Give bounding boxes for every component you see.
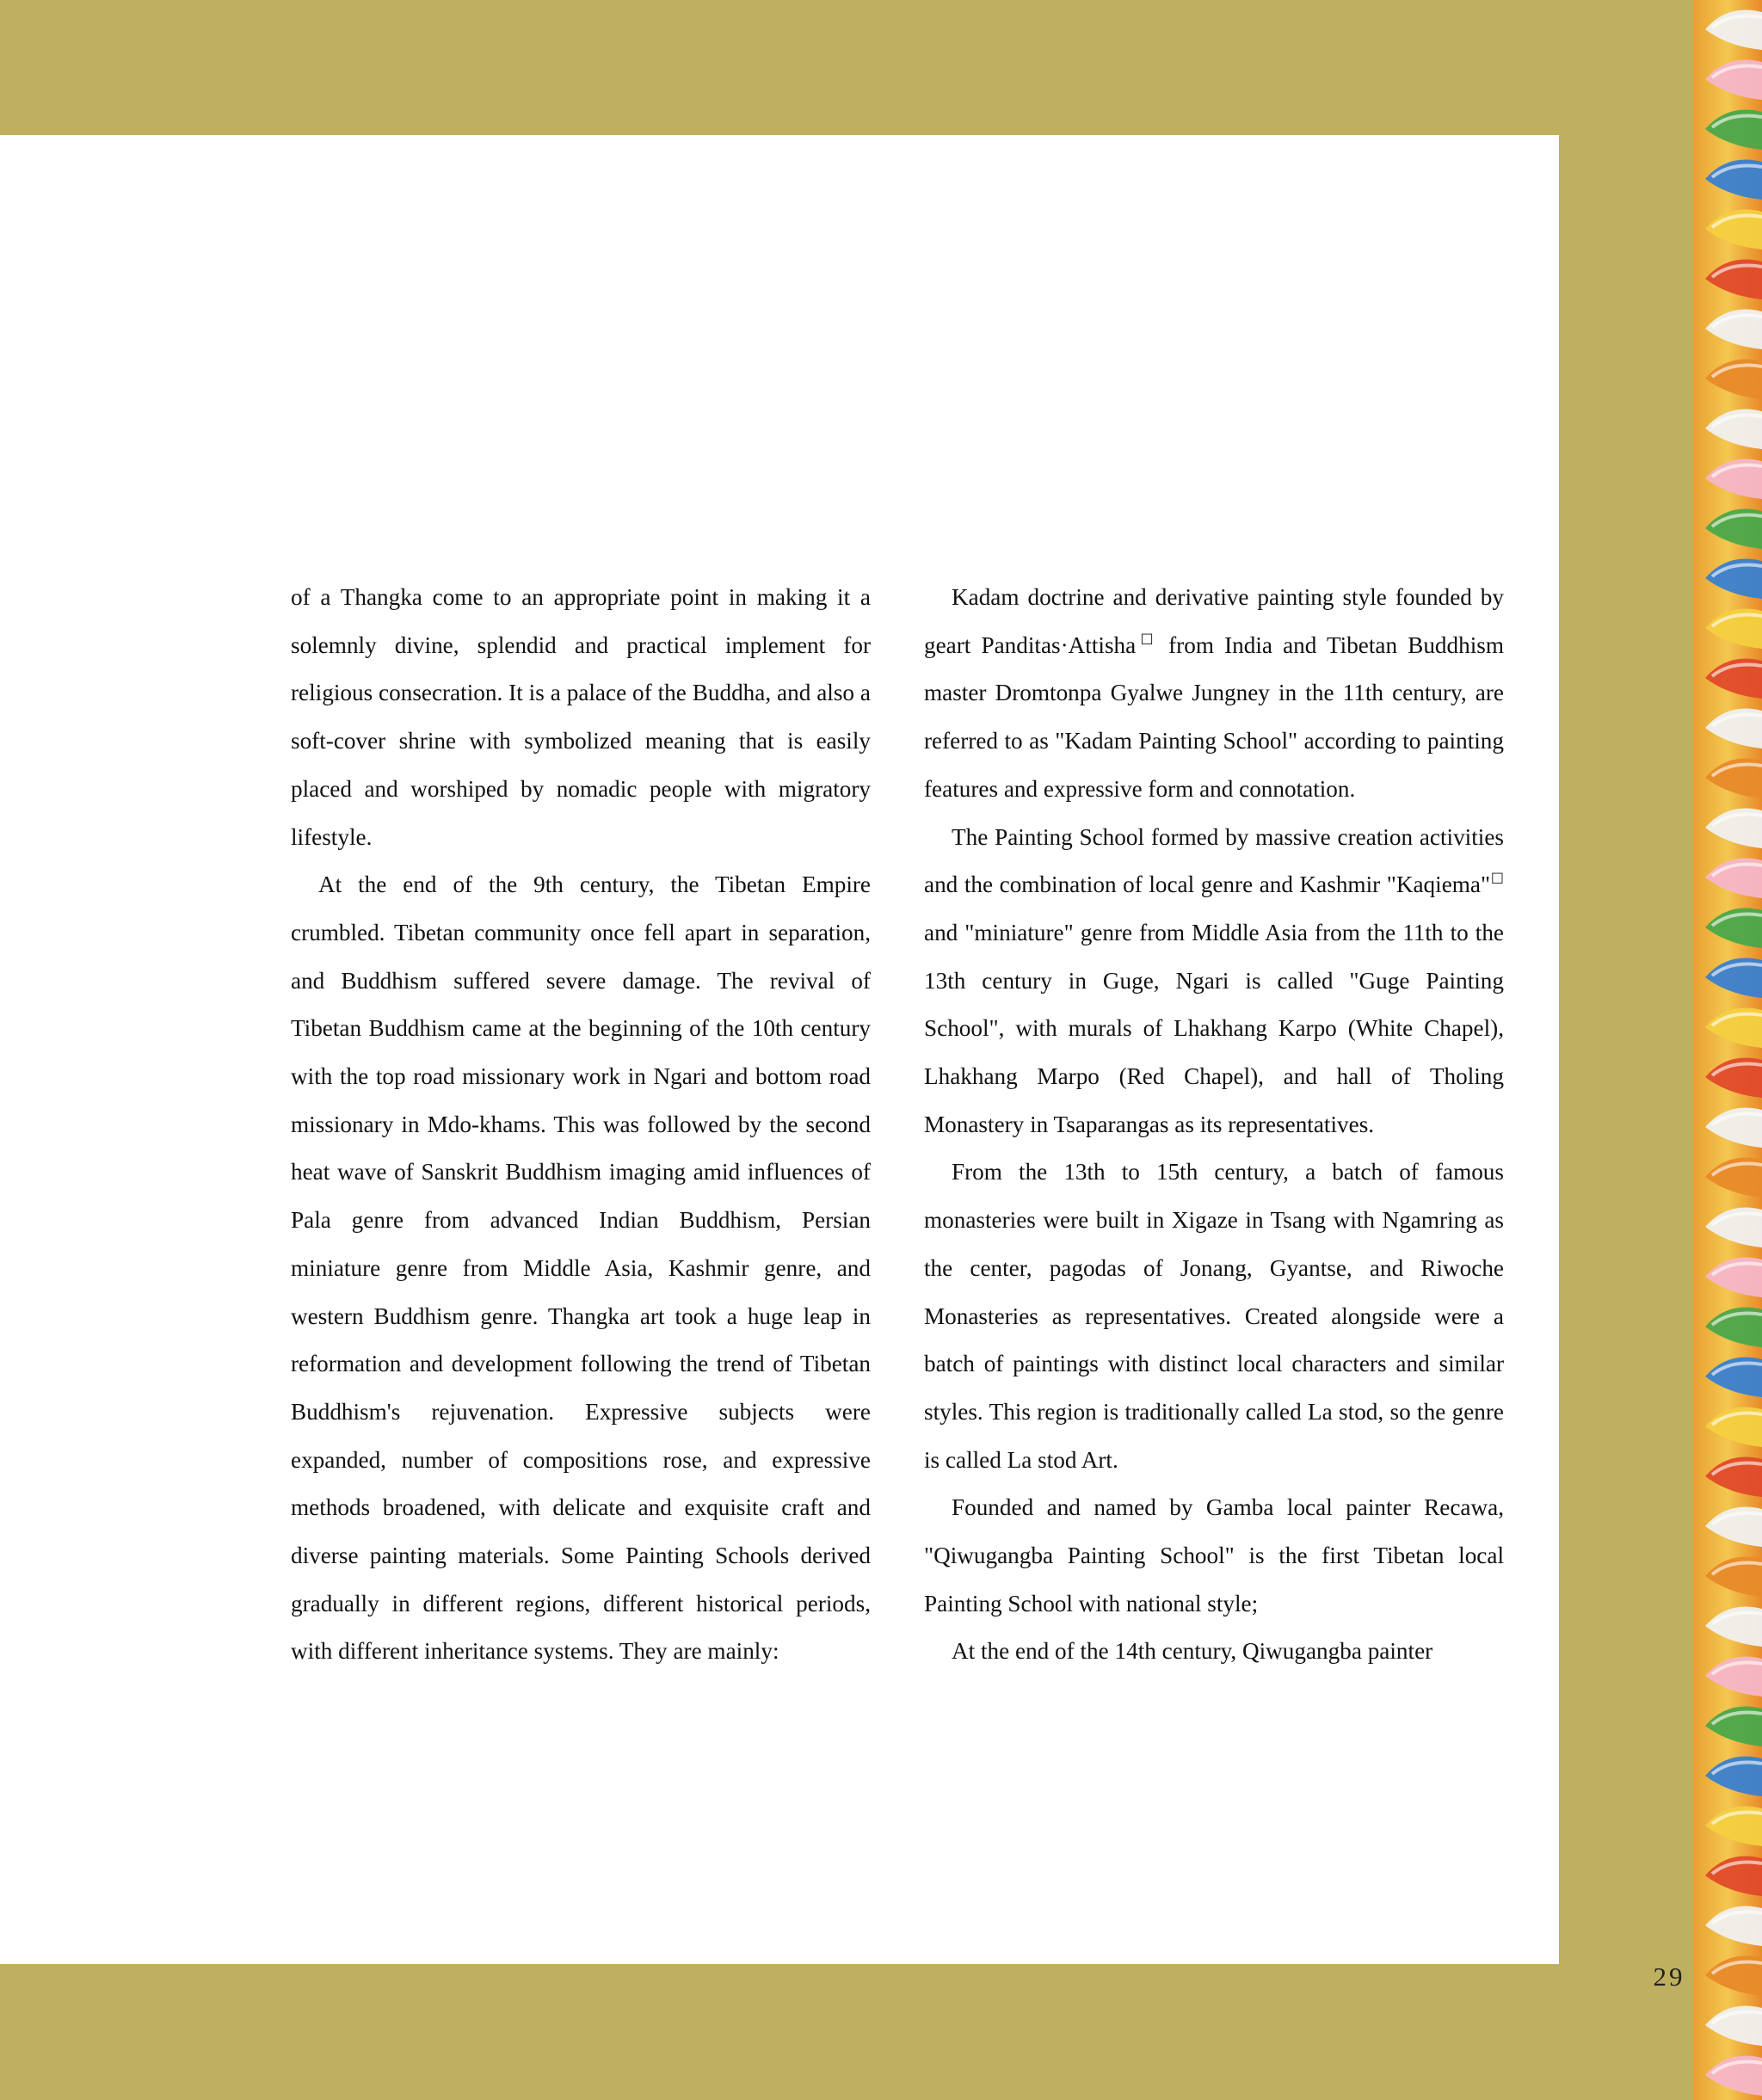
left-text-column [291, 574, 871, 1676]
right-text-column [924, 574, 1504, 1676]
right-paragraph-1-part-b: from India and Tibetan Buddhism master Dromtonpa Gyalwe Jungney in the 11th century, are referred to as "Kadam Painting School" according to painting features and expressive form and connotation. [924, 631, 1504, 802]
right-paragraph-5: At the end of the 14th century, Qiwugangba painter [952, 1638, 1433, 1665]
right-paragraph-1 [924, 574, 1504, 814]
right-paragraph-1-part-a: Kadam doctrine and derivative painting style founded by geart Panditas·Attisha [924, 584, 1504, 658]
left-paragraph-1: of a Thangka come to an appropriate point in making it a solemnly divine, splendid and practical implement for religious consecration. It is a palace of the Buddha, and also a soft-cover shrine with symbolized meaning that is easily placed and worshiped by nomadic people with migratory lifestyle. [291, 584, 871, 850]
right-paragraph-2 [924, 814, 1504, 1149]
page-number: 29 [1653, 1961, 1685, 1992]
left-paragraph-2: At the end of the 9th century, the Tibetan Empire crumbled. Tibetan community once fell apart in separation, and Buddhism suffered severe damage. The revival of Tibetan Buddhism came at the beginning of the 10th century with the top road missionary work in Ngari and bottom road missionary in Mdo-khams. This was followed by the second heat wave of Sanskrit Buddhism imaging amid influences of Pala genre from advanced Indian Buddhism, Persian miniature genre from Middle Asia, Kashmir genre, and western Buddhism genre. Thangka art took a huge leap in reformation and development following the trend of Tibetan Buddhism's rejuvenation. Expressive subjects were expanded, number of compositions rose, and expressive methods broadened, with delicate and exquisite craft and diverse painting materials. Some Painting Schools derived gradually in different regions, different historical periods, with different inheritance systems. They are mainly: [291, 871, 871, 1665]
decorative-petal-border [1693, 0, 1762, 2100]
petal-border-graphic [1693, 0, 1762, 2100]
right-paragraph-2-part-b: and "miniature" genre from Middle Asia from the 11th to the 13th century in Guge, Ngari is called "Guge Painting School", with murals of Lhakhang Karpo (White Chapel), Lhakhang Marpo (Red Chapel), and hall of Tholing Monastery in Tsaparangas as its representatives. [924, 919, 1504, 1137]
footnote-marker: □ [1136, 629, 1158, 646]
right-paragraph-3: From the 13th to 15th century, a batch of famous monasteries were built in Xigaze in Tsang with Ngamring as the center, pagodas of Jonang, Gyantse, and Riwoche Monasteries as representatives. Created alongside were a batch of paintings with distinct local characters and similar styles. This region is traditionally called La stod, so the genre is called La stod Art. [924, 1159, 1504, 1473]
right-paragraph-4: Founded and named by Gamba local painter Recawa, "Qiwugangba Painting School" is the first Tibetan local Painting School with national style; [924, 1494, 1504, 1617]
footnote-marker: □ [1490, 869, 1504, 886]
right-paragraph-2-part-a: The Painting School formed by massive creation activities and the combination of local genre and Kashmir "Kaqiema" [924, 823, 1504, 898]
